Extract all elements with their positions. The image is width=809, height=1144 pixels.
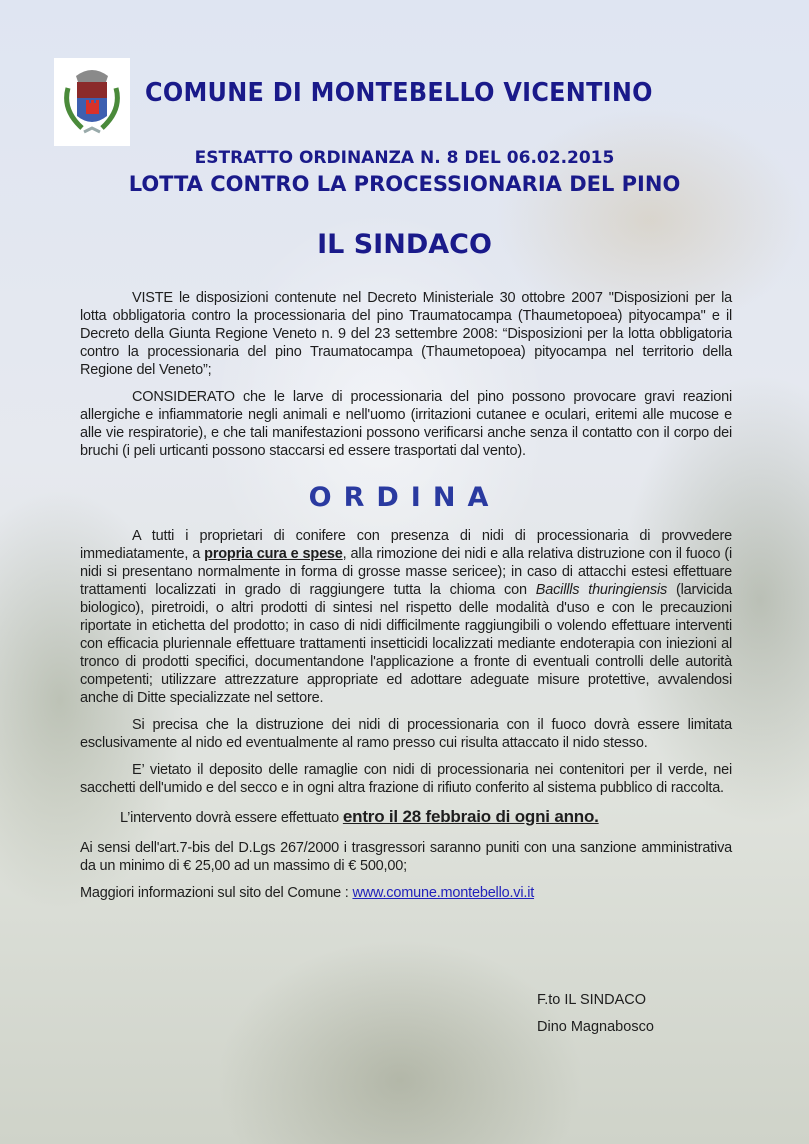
authority-heading: IL SINDACO [317, 229, 492, 260]
viste-paragraph: VISTE le disposizioni contenute nel Decreto Ministeriale 30 ottobre 2007 "Disposizioni per la lotta obbligatoria contro la processionaria del pino Traumatocampa (Thaumetopoea) pityocampa" e il Decreto della Giunta Regione Veneto n. 9 del 23 settembre 2008: “Disposizioni per la lotta obbligatoria contro la processionaria del pino Traumatocampa (Thaumetopoea) pityocampa nel territorio della Regione del Veneto”; [80, 290, 732, 378]
ordina-heading: ORDINA [308, 482, 501, 513]
order-paragraph-disposal: E’ vietato il deposito delle ramaglie con nidi di processionaria nei contenitori per il verde, nei sacchetti dell'umido e del secco e in ogni altra frazione di rifiuto conferito al sistema pubblico di raccolta. [80, 762, 732, 796]
municipality-title: COMUNE DI MONTEBELLO VICENTINO [145, 78, 653, 108]
order-paragraph-fire: Si precisa che la distruzione dei nidi di processionaria con il fuoco dovrà essere limitata esclusivamente al nido ed eventualmente al ramo presso cui risulta attaccato il nido stesso. [80, 717, 732, 751]
ordinance-subject: LOTTA CONTRO LA PROCESSIONARIA DEL PINO [128, 172, 681, 196]
signature-title: F.to IL SINDACO [537, 992, 647, 1008]
order-paragraph-main [80, 527, 732, 707]
considerato-paragraph: CONSIDERATO che le larve di processionaria del pino possono provocare gravi reazioni allergiche e infiammatorie negli animali e nell'uomo (irritazioni cutanee e oculari, eritemi alle mucose e alle vie respiratorie), e che tali manifestazioni possono verificarsi anche senza il contatto con il corpo dei bruchi (i peli urticanti possono staccarsi ed essere trasportati dal vento). [80, 389, 732, 459]
website-link[interactable]: www.comune.montebello.vi.it [352, 885, 535, 901]
text: L’intervento dovrà essere effettuato [120, 810, 343, 826]
info-paragraph [80, 884, 732, 902]
ordinance-reference: ESTRATTO ORDINANZA N. 8 DEL 06.02.2015 [194, 148, 615, 168]
signature-name: Dino Magnabosco [537, 1019, 654, 1035]
preamble [80, 289, 732, 460]
order-body [80, 527, 732, 902]
deadline-text: entro il 28 febbraio di ogni anno. [342, 807, 599, 826]
sanctions-paragraph: Ai sensi dell'art.7-bis del D.Lgs 267/2000 i trasgressori saranno puniti con una sanzione amministrativa da un minimo di € 25,00 ad un massimo di € 500,00; [80, 840, 732, 874]
deadline-paragraph [80, 808, 732, 827]
species-name: Bacillls thuringiensis [535, 582, 668, 598]
text: , alla rimozione dei nidi e alla relativa distruzione con il fuoco (i nidi si presentano normalmente in forma di grosse masse sericee); in caso di attacchi estesi effettuare trattamenti localizzati in grado di raggiungere tutta la chioma con [80, 546, 733, 598]
emphasis-text: propria cura e spese [204, 546, 343, 562]
text: (larvicida biologico), piretroidi, o altri prodotti di sintesi nel rispetto delle modalità d'uso e con le precauzioni riportate in etichetta del prodotto; in caso di nidi difficilmente raggiungibili o volendo effettuare interventi con efficacia pluriennale effettuare trattamenti insetticidi localizzati mediante endoterapia con iniezioni al tronco di prodotti specifici, documentandone l'applicazione a fronte di eventuali controlli delle autorità competenti; utilizzare attrezzature appropriate ed adottare adeguate misure protettive, avvalendosi anche di Ditte specializzate nel settore. [80, 582, 732, 706]
text: Maggiori informazioni sul sito del Comune : [80, 885, 353, 901]
municipal-coat-of-arms [54, 58, 130, 146]
text: A tutti i proprietari di conifere con presenza di nidi di processionaria di provvedere immediatamente, a [80, 528, 732, 562]
